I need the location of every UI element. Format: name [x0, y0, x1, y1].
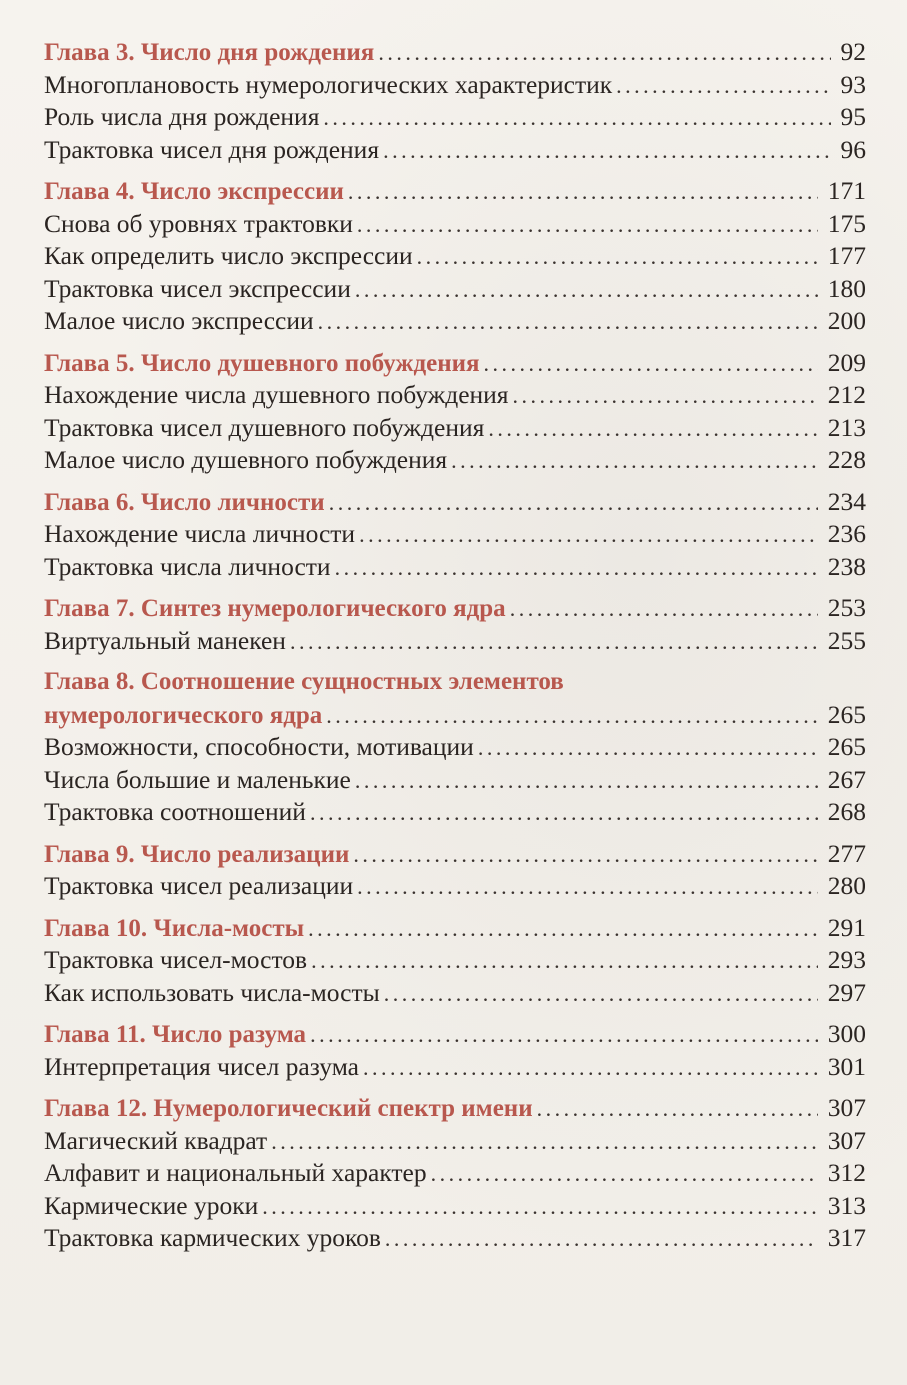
toc-entry-title: Трактовка чисел экспрессии — [44, 273, 351, 303]
toc-page-number: 265 — [827, 732, 866, 761]
toc-dot-leader — [323, 102, 830, 135]
toc-section-entry — [44, 134, 866, 167]
toc-page-number: 293 — [827, 945, 866, 974]
toc-dot-leader — [537, 1093, 818, 1126]
toc-page-number: 267 — [827, 764, 866, 794]
toc-chapter-entry — [44, 1018, 866, 1051]
toc-page-number: 213 — [827, 412, 866, 442]
toc-page-number: 96 — [840, 134, 866, 164]
toc-dot-leader — [363, 1052, 818, 1085]
toc-section-entry — [44, 944, 866, 977]
toc-entry-title: Малое число душевного побуждения — [44, 445, 448, 474]
toc-dot-leader — [383, 135, 830, 168]
toc-chapter-entry — [44, 36, 866, 69]
toc-entry-title: Алфавит и национальный характер — [44, 1158, 427, 1187]
toc-dot-leader — [335, 552, 818, 585]
toc-entry-title: Кармические уроки — [44, 1190, 259, 1220]
toc-entry-title: Многоплановость нумерологических характеристик — [44, 69, 613, 99]
toc-entry-title: Снова об уровнях трактовки — [44, 208, 353, 238]
toc-page-number: 95 — [840, 102, 866, 131]
table-of-contents — [44, 36, 866, 1255]
toc-entry-title: Трактовка чисел реализации — [44, 871, 354, 900]
toc-dot-leader — [355, 274, 818, 307]
toc-dot-leader — [451, 445, 818, 478]
toc-entry-title: Глава 3. Число дня рождения — [44, 39, 375, 66]
toc-entry-title: Глава 11. Число разума — [44, 1021, 307, 1048]
toc-dot-leader — [384, 978, 818, 1011]
toc-page-number: 171 — [827, 176, 866, 205]
toc-dot-leader — [262, 1191, 818, 1224]
toc-entry-title: Трактовка чисел дня рождения — [44, 134, 380, 164]
toc-entry-title: Глава 7. Синтез нумерологического ядра — [44, 595, 506, 622]
toc-entry-title: Магический квадрат — [44, 1125, 268, 1155]
toc-dot-leader — [378, 37, 830, 70]
toc-section-entry — [44, 764, 866, 797]
toc-chapter-entry — [44, 486, 866, 519]
toc-section-entry — [44, 1051, 866, 1084]
toc-dot-leader — [359, 519, 818, 552]
toc-entry-title: Числа большие и маленькие — [44, 764, 351, 794]
toc-entry-title: Глава 8. Соотношение сущностных элементов — [44, 668, 564, 695]
toc-page-number: 297 — [827, 977, 866, 1007]
toc-dot-leader — [385, 1223, 818, 1256]
toc-section-entry — [44, 101, 866, 134]
toc-entry-title: Глава 10. Числа-мосты — [44, 914, 305, 942]
toc-dot-leader — [484, 348, 818, 381]
toc-page-number: 268 — [827, 797, 866, 826]
toc-entry-title: Как использовать числа-мосты — [44, 977, 380, 1007]
toc-dot-leader — [308, 913, 818, 946]
toc-section-entry — [44, 412, 866, 445]
toc-page-number: 313 — [827, 1190, 866, 1220]
toc-page-number: 307 — [827, 1125, 866, 1155]
toc-dot-leader — [310, 797, 818, 830]
toc-section-entry — [44, 518, 866, 551]
toc-page-number: 312 — [827, 1158, 866, 1187]
toc-chapter-entry — [44, 592, 866, 625]
toc-dot-leader — [271, 1126, 818, 1159]
toc-dot-leader — [318, 306, 818, 339]
toc-page-number: 301 — [827, 1051, 866, 1081]
toc-chapter-entry — [44, 912, 866, 945]
toc-section-entry — [44, 551, 866, 584]
toc-page-number: 317 — [827, 1223, 866, 1252]
toc-dot-leader — [355, 765, 818, 798]
toc-page-number: 291 — [827, 912, 866, 942]
toc-entry-title: Глава 4. Число экспрессии — [44, 178, 344, 205]
toc-page-number: 93 — [840, 69, 866, 99]
toc-section-entry — [44, 796, 866, 829]
toc-dot-leader — [348, 176, 818, 209]
toc-entry-title: Глава 12. Нумерологический спектр имени — [44, 1095, 533, 1122]
toc-page-number: 236 — [827, 519, 866, 548]
toc-section-entry — [44, 1125, 866, 1158]
toc-entry-title: Возможности, способности, мотивации — [44, 732, 474, 761]
toc-section-entry — [44, 305, 866, 338]
toc-entry-title: Глава 5. Число душевного побуждения — [44, 349, 480, 377]
toc-page-number: 212 — [827, 380, 866, 409]
toc-dot-leader — [513, 380, 818, 413]
toc-page-number: 209 — [827, 347, 866, 377]
toc-section-entry — [44, 69, 866, 102]
toc-entry-title: Трактовка чисел душевного побуждения — [44, 412, 485, 442]
toc-entry-title: Трактовка числа личности — [44, 551, 331, 581]
toc-section-entry — [44, 444, 866, 477]
toc-entry-title: Нахождение числа душевного побуждения — [44, 380, 509, 409]
toc-dot-leader — [290, 626, 818, 659]
toc-section-entry — [44, 379, 866, 412]
toc-entry-title: Глава 6. Число личности — [44, 488, 325, 516]
toc-entry-title: Трактовка соотношений — [44, 797, 306, 826]
toc-section-entry — [44, 977, 866, 1010]
toc-dot-leader — [478, 732, 818, 765]
toc-dot-leader — [311, 945, 818, 978]
toc-dot-leader — [353, 839, 817, 872]
toc-page-number: 253 — [827, 593, 866, 622]
toc-section-entry — [44, 731, 866, 764]
toc-page-number: 177 — [827, 241, 866, 270]
toc-page-number: 255 — [827, 625, 866, 655]
toc-dot-leader — [488, 413, 817, 446]
toc-entry-title: Как определить число экспрессии — [44, 241, 413, 270]
toc-section-entry — [44, 625, 866, 658]
toc-chapter-entry-continued — [44, 699, 866, 732]
toc-entry-title: Трактовка кармических уроков — [44, 1223, 381, 1252]
toc-dot-leader — [357, 209, 818, 242]
toc-entry-title: Роль числа дня рождения — [44, 102, 320, 131]
toc-dot-leader — [417, 241, 818, 274]
toc-dot-leader — [310, 1019, 818, 1052]
toc-page-number: 238 — [827, 551, 866, 581]
toc-page-number: 277 — [827, 838, 866, 868]
toc-page-number: 300 — [827, 1019, 866, 1048]
toc-dot-leader — [616, 70, 830, 103]
toc-dot-leader — [329, 487, 818, 520]
toc-page-number: 200 — [827, 306, 866, 335]
toc-dot-leader — [510, 593, 818, 626]
toc-page-number: 180 — [827, 273, 866, 303]
toc-page-number: 92 — [840, 37, 866, 66]
toc-section-entry — [44, 1157, 866, 1190]
toc-entry-title: Нахождение числа личности — [44, 519, 356, 548]
toc-section-entry — [44, 1222, 866, 1255]
toc-entry-title: Интерпретация чисел разума — [44, 1051, 359, 1081]
toc-section-entry — [44, 1190, 866, 1223]
toc-section-entry — [44, 240, 866, 273]
toc-chapter-entry — [44, 666, 866, 699]
toc-page-number: 228 — [827, 445, 866, 474]
toc-chapter-entry — [44, 838, 866, 871]
toc-page-number: 265 — [827, 699, 866, 729]
toc-entry-title: Глава 9. Число реализации — [44, 840, 350, 868]
toc-entry-title: Малое число экспрессии — [44, 306, 314, 335]
toc-chapter-entry — [44, 1092, 866, 1125]
toc-chapter-entry — [44, 175, 866, 208]
toc-dot-leader — [431, 1158, 818, 1191]
toc-page-number: 234 — [827, 486, 866, 516]
toc-dot-leader — [326, 700, 817, 733]
toc-page-number: 280 — [827, 871, 866, 900]
toc-entry-title: Виртуальный манекен — [44, 625, 286, 655]
toc-page-number: 175 — [827, 208, 866, 238]
toc-chapter-entry — [44, 347, 866, 380]
toc-dot-leader — [357, 871, 818, 904]
toc-section-entry — [44, 208, 866, 241]
toc-entry-title: Трактовка чисел-мостов — [44, 945, 308, 974]
toc-section-entry — [44, 273, 866, 306]
toc-entry-title: нумерологического ядра — [44, 701, 323, 729]
toc-section-entry — [44, 870, 866, 903]
toc-page-number: 307 — [827, 1093, 866, 1122]
